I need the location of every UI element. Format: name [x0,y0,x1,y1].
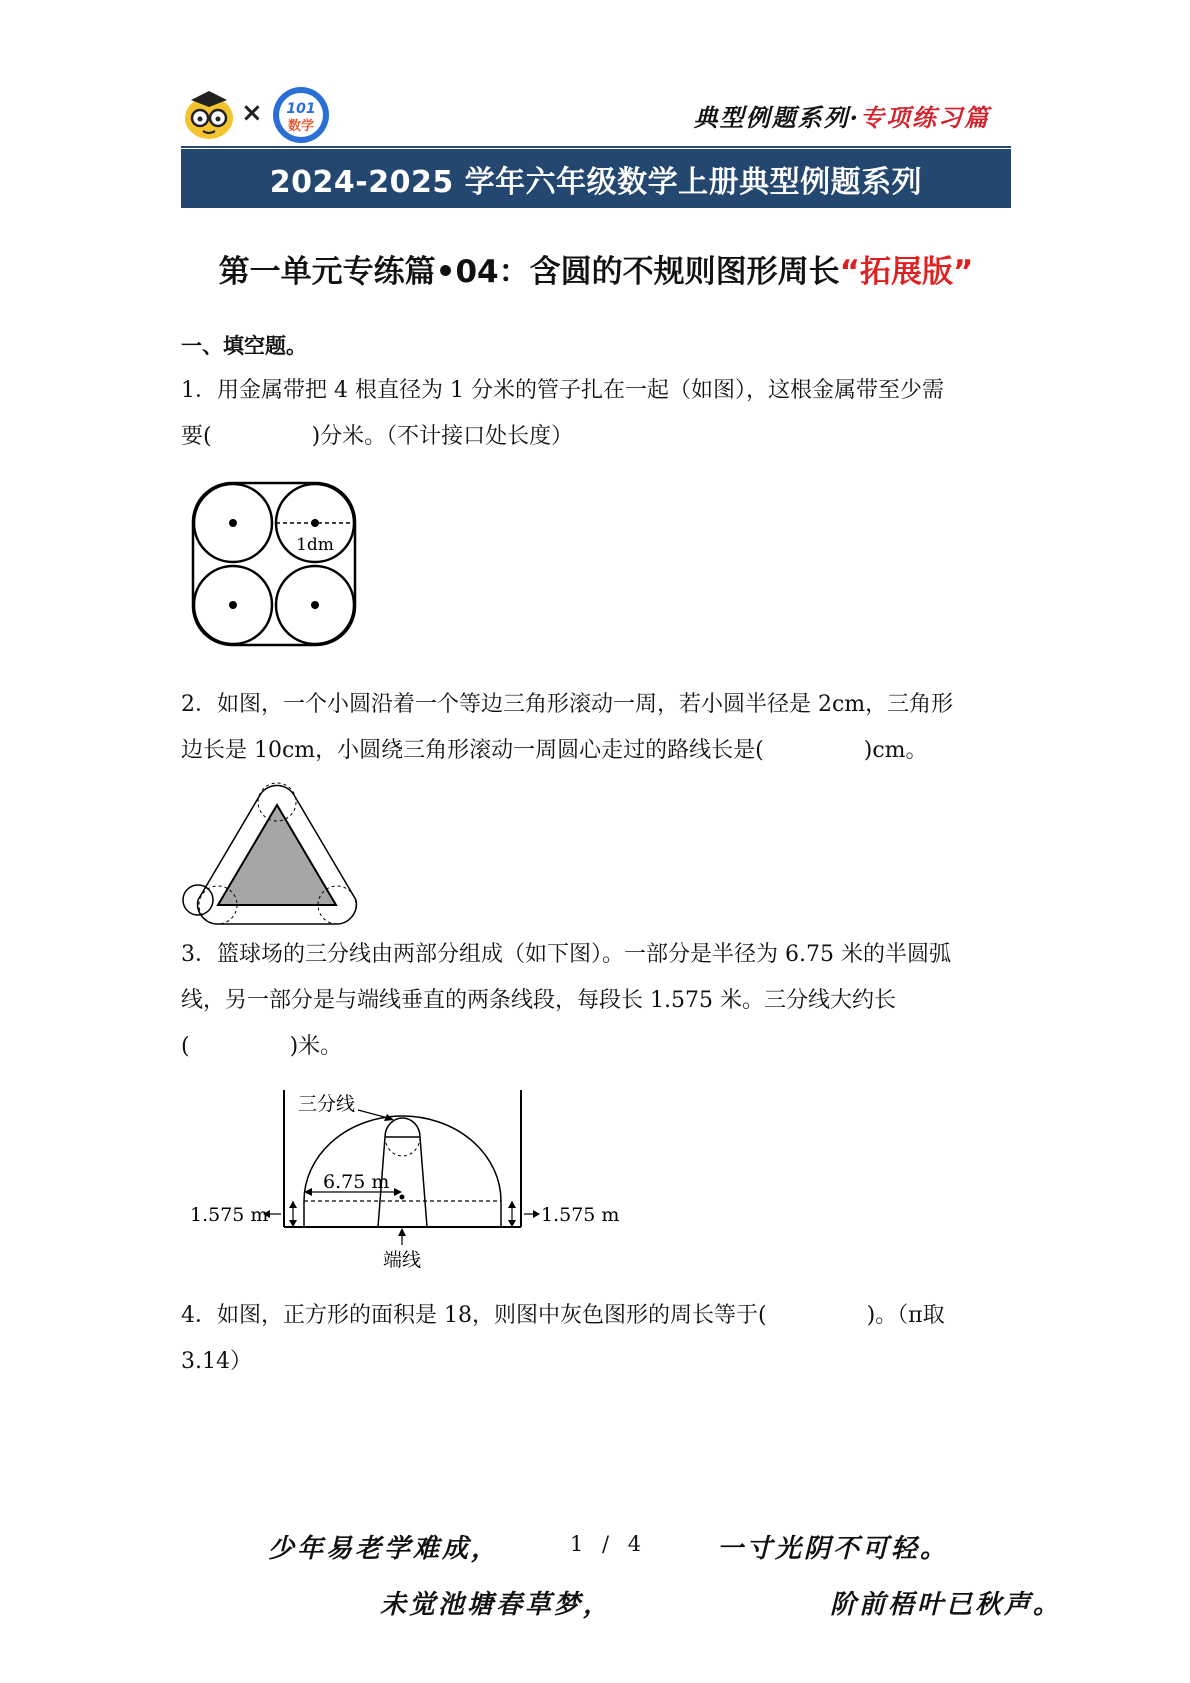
title-main: 第一单元专练篇•04：含圆的不规则图形周长 [218,254,840,290]
page-number: 1 / 4 [570,1532,648,1556]
question-1 [181,368,1011,460]
footer-poem-line2: 一寸光阴不可轻。 [717,1534,950,1564]
triangle-figure [180,780,360,930]
page-title [181,246,1011,291]
series-tag-black: 典型例题系列· [693,103,860,132]
question-4-line1: 4．如图，正方形的面积是 18，则图中灰色图形的周长等于( )。（π取 [181,1303,945,1328]
series-tag-red: 专项练习篇 [860,103,990,132]
baseline-label: 端线 [382,1249,422,1271]
math-101-logo-icon [272,86,330,144]
series-tag [694,98,990,133]
pipe-diameter-label: 1dm [296,535,334,555]
question-2 [181,682,1011,774]
logo-101-number: 101 [286,101,316,117]
question-1-line2: 要( )分米。（不计接口处长度） [181,424,574,449]
times-symbol: × [241,98,263,128]
footer-poem-line1: 少年易老学难成， [268,1534,501,1564]
section-heading: 一、填空题。 [181,334,307,358]
header-rule [181,146,1011,148]
banner-title: 2024-2025 学年六年级数学上册典型例题系列 [181,149,1011,208]
title-highlight: “拓展版” [839,254,974,290]
logo-101-word: 数学 [287,119,315,134]
question-1-line1: 1．用金属带把 4 根直径为 1 分米的管子扎在一起（如图），这根金属带至少需 [181,378,944,403]
question-3 [181,932,1011,1070]
question-3-line3: ( )米。 [181,1034,343,1059]
footer-poem-line4: 阶前梧叶已秋声。 [830,1590,1063,1620]
pipes-figure [188,478,368,658]
basketball-court-figure [190,1080,620,1280]
question-3-line1: 3．篮球场的三分线由两部分组成（如下图）。一部分是半径为 6.75 米的半圆弧 [181,942,951,967]
three-point-label: 三分线 [298,1093,356,1115]
question-4 [181,1293,1011,1385]
question-3-line2: 线，另一部分是与端线垂直的两条线段，每段长 1.575 米。三分线大约长 [181,988,896,1013]
question-2-line2: 边长是 10cm，小圆绕三角形滚动一周圆心走过的路线长是( )cm。 [181,738,928,763]
owl-logo-icon [183,88,235,140]
question-2-line1: 2．如图，一个小圆沿着一个等边三角形滚动一周，若小圆半径是 2cm，三角形 [181,692,954,717]
right-segment-label: 1.575 m [541,1204,620,1226]
left-segment-label: 1.575 m [190,1204,269,1226]
footer-poem-line3: 未觉池塘春草梦， [380,1590,613,1620]
radius-label: 6.75 m [323,1171,390,1193]
question-4-line2: 3.14） [181,1349,252,1374]
